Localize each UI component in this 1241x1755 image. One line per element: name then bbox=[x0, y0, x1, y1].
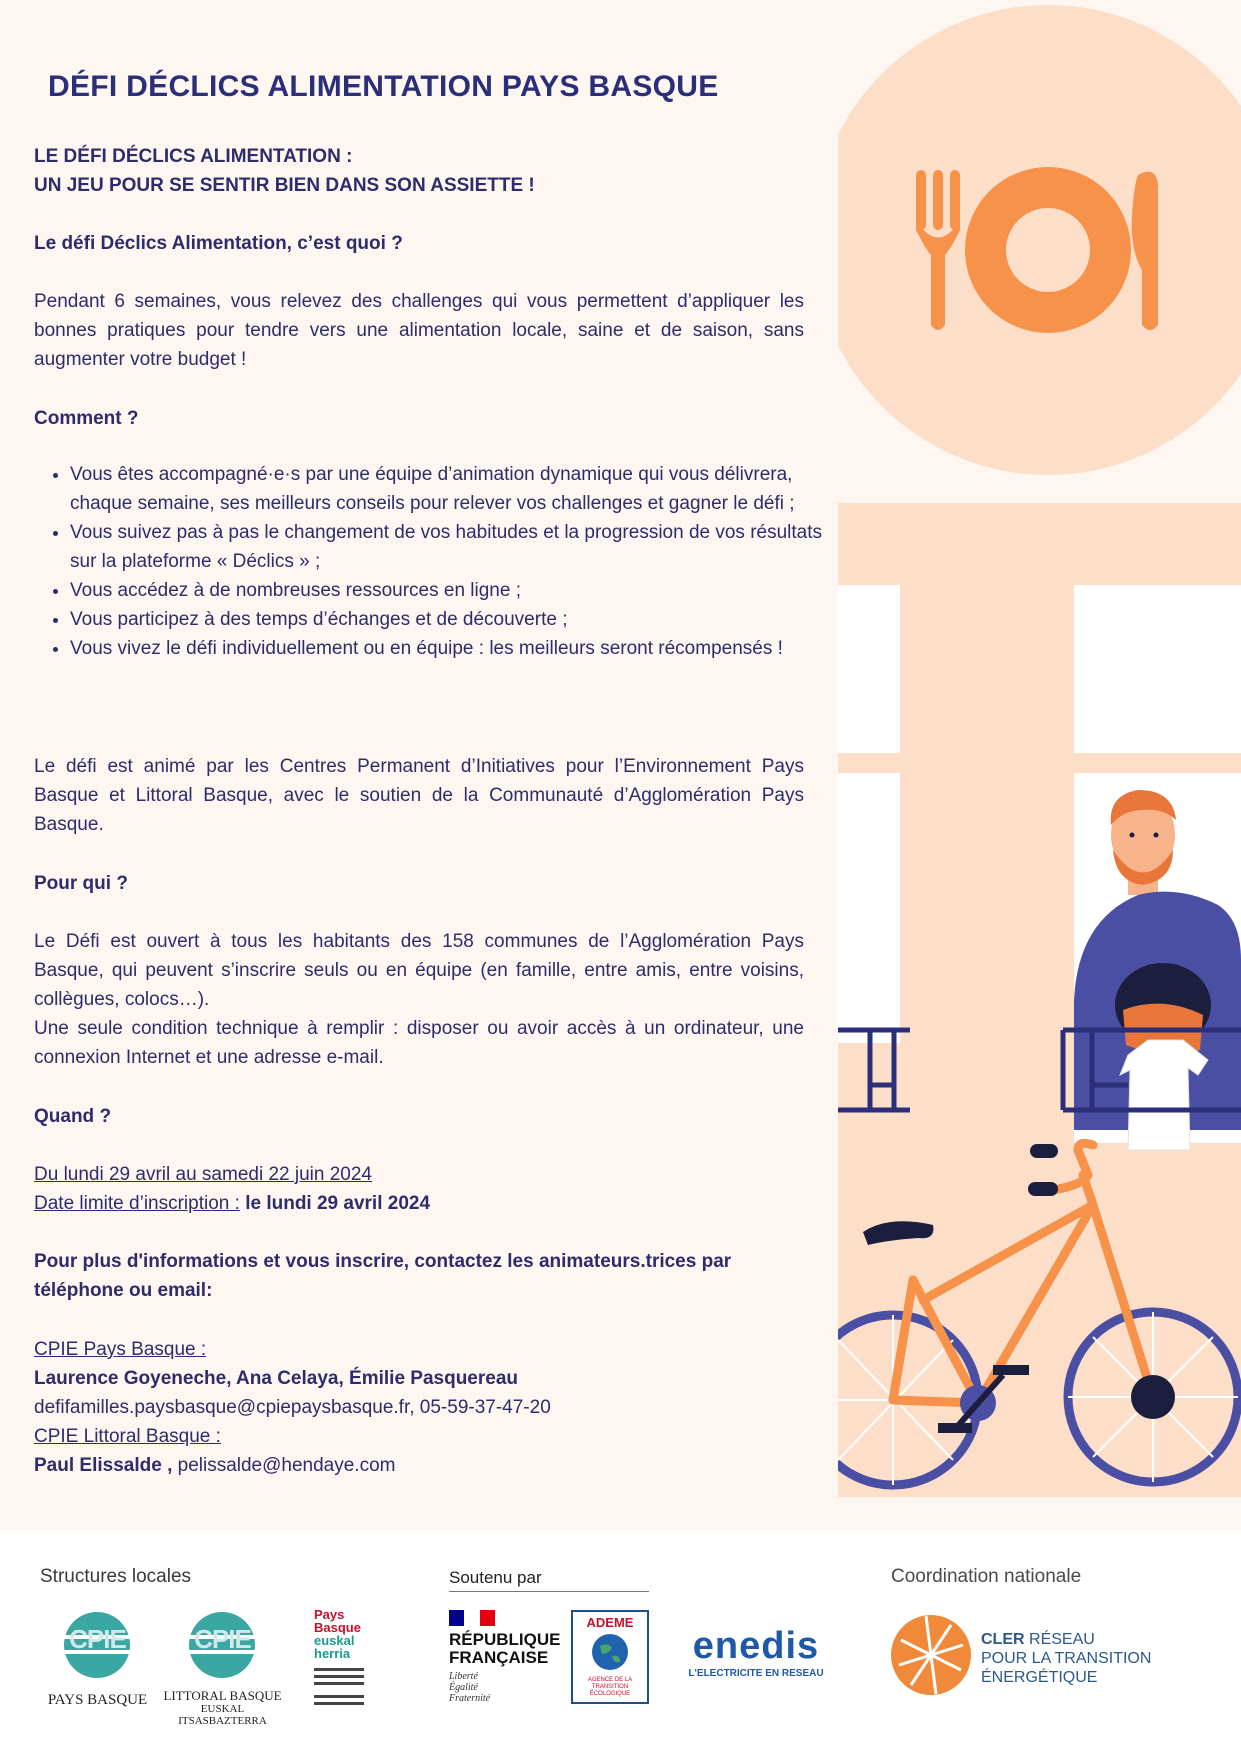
cpie-pb-contact: defifamilles.paysbasque@cpiepaysbasque.fr, 05-59-37-47-20 bbox=[34, 1397, 551, 1418]
illustration bbox=[838, 0, 1241, 1497]
cler-network-icon bbox=[891, 1610, 973, 1700]
soutenu-divider bbox=[449, 1591, 649, 1592]
list-item: • Vous vivez le défi individuellement ou en équipe : les meilleurs seront récompensés ! bbox=[70, 634, 840, 663]
cpie-pb-label: CPIE Pays Basque : bbox=[34, 1339, 207, 1360]
cler-logo bbox=[891, 1610, 1181, 1705]
ademe-title: ADEME bbox=[586, 1615, 634, 1630]
cpie-pays-basque-caption: PAYS BASQUE bbox=[47, 1692, 148, 1708]
subtitle-line-1: LE DÉFI DÉCLICS ALIMENTATION : bbox=[34, 146, 353, 167]
list-item: • Vous suivez pas à pas le changement de vos habitudes et la progression de vos résultats sur la plateforme « Déclics » ; bbox=[70, 518, 840, 576]
globe-icon bbox=[590, 1632, 630, 1672]
rf-motto-2: Égalité bbox=[449, 1682, 478, 1693]
heading-quand: Quand ? bbox=[34, 1106, 112, 1127]
pays-basque-word-4: herria bbox=[314, 1646, 351, 1661]
cpie-littoral-caption-1: LITTORAL BASQUE bbox=[163, 1688, 282, 1703]
pays-basque-word-3: euskal bbox=[314, 1633, 355, 1648]
illustration-panel bbox=[838, 0, 1241, 1497]
coordination-label: Coordination nationale bbox=[891, 1566, 1082, 1587]
cpie-pays-basque-logo bbox=[40, 1610, 155, 1715]
deadline-line bbox=[34, 1189, 804, 1218]
dates-text: Du lundi 29 avril au samedi 22 juin 2024 bbox=[34, 1164, 372, 1185]
cpie-logo-text: CPIE bbox=[69, 1624, 126, 1654]
list-item: • Vous accédez à de nombreuses ressources en ligne ; bbox=[70, 576, 840, 605]
rf-line-2: FRANÇAISE bbox=[449, 1648, 549, 1667]
paragraph-animation: Le défi est animé par les Centres Permanent d’Initiatives pour l’Environnement Pays Basque et Littoral Basque, avec le soutien de la Communauté d’Agglomération Pays Basque. bbox=[34, 756, 804, 835]
pays-basque-word-1: Pays bbox=[314, 1607, 345, 1622]
contact-intro: Pour plus d'informations et vous inscrire, contactez les animateurs.trices par téléphone ou email: bbox=[34, 1251, 732, 1301]
cpie-lb-line bbox=[34, 1451, 804, 1480]
republique-francaise-logo bbox=[449, 1610, 559, 1720]
cpie-logo-text: CPIE bbox=[194, 1624, 251, 1654]
enedis-tagline: L'ELECTRICITE EN RESEAU bbox=[688, 1668, 824, 1679]
enedis-logo bbox=[676, 1626, 836, 1686]
cpie-littoral-caption-2: EUSKAL ITSASBAZTERRA bbox=[178, 1703, 267, 1727]
page-title: DÉFI DÉCLICS ALIMENTATION PAYS BASQUE bbox=[48, 70, 719, 103]
pays-basque-agglomeration-logo bbox=[314, 1608, 394, 1718]
heading-quoi: Le défi Déclics Alimentation, c’est quoi ? bbox=[34, 233, 403, 254]
paragraph-quoi: Pendant 6 semaines, vous relevez des challenges qui vous permettent d’appliquer les bonnes pratiques pour tendre vers une alimentation locale, saine et de saison, sans augmenter votre budget ! bbox=[34, 291, 804, 370]
cler-line-1: RÉSEAU bbox=[1024, 1631, 1095, 1648]
rf-motto-3: Fraternité bbox=[449, 1693, 491, 1704]
pays-basque-word-2: Basque bbox=[314, 1620, 361, 1635]
list-item: • Vous êtes accompagné·e·s par une équipe d’animation dynamique qui vous délivrera, chaque semaine, ses meilleurs conseils pour relever vos challenges et gagner le défi ; bbox=[70, 460, 840, 518]
structures-label: Structures locales bbox=[40, 1566, 192, 1587]
cpie-lb-email: pelissalde@hendaye.com bbox=[172, 1455, 396, 1476]
cpie-lb-label: CPIE Littoral Basque : bbox=[34, 1426, 221, 1447]
cpie-pb-names: Laurence Goyeneche, Ana Celaya, Émilie Pasquereau bbox=[34, 1368, 519, 1389]
cler-name: CLER bbox=[981, 1631, 1025, 1648]
window-left-bottom bbox=[838, 773, 900, 1043]
footer-logos bbox=[0, 1530, 1241, 1755]
bullet-list bbox=[34, 460, 840, 663]
cler-line-3: ÉNERGÉTIQUE bbox=[981, 1669, 1098, 1686]
french-flag-icon bbox=[449, 1610, 495, 1626]
cpie-lb-name: Paul Elissalde , bbox=[34, 1455, 173, 1476]
rf-line-1: RÉPUBLIQUE bbox=[449, 1630, 561, 1649]
subtitle-line-2: UN JEU POUR SE SENTIR BIEN DANS SON ASSIETTE ! bbox=[34, 175, 535, 196]
window-right-top bbox=[1074, 585, 1241, 753]
paragraph-qui-1: Le Défi est ouvert à tous les habitants des 158 communes de l’Agglomération Pays Basque, qui peuvent s’inscrire seuls ou en équipe (en famille, entre amis, entre voisins, collègues, colocs…). bbox=[34, 931, 804, 1010]
window-left-top bbox=[838, 585, 900, 753]
enedis-name: enedis bbox=[692, 1625, 820, 1667]
deadline-value: le lundi 29 avril 2024 bbox=[239, 1193, 431, 1214]
deadline-label: Date limite d’inscription : bbox=[34, 1193, 240, 1214]
heading-comment: Comment ? bbox=[34, 408, 139, 429]
cpie-littoral-basque-logo bbox=[160, 1610, 285, 1727]
cler-line-2: POUR LA TRANSITION bbox=[981, 1650, 1152, 1667]
soutenu-label: Soutenu par bbox=[449, 1568, 542, 1587]
list-item: • Vous participez à des temps d’échanges et de découverte ; bbox=[70, 605, 840, 634]
rf-motto-1: Liberté bbox=[449, 1671, 478, 1682]
paragraph-qui-2: Une seule condition technique à remplir : disposer ou avoir accès à un ordinateur, une connexion Internet et une adresse e-mail. bbox=[34, 1018, 804, 1068]
ademe-logo bbox=[571, 1610, 649, 1704]
ademe-subtitle: AGENCE DE LA TRANSITION ÉCOLOGIQUE bbox=[587, 1677, 633, 1697]
heading-qui: Pour qui ? bbox=[34, 873, 128, 894]
